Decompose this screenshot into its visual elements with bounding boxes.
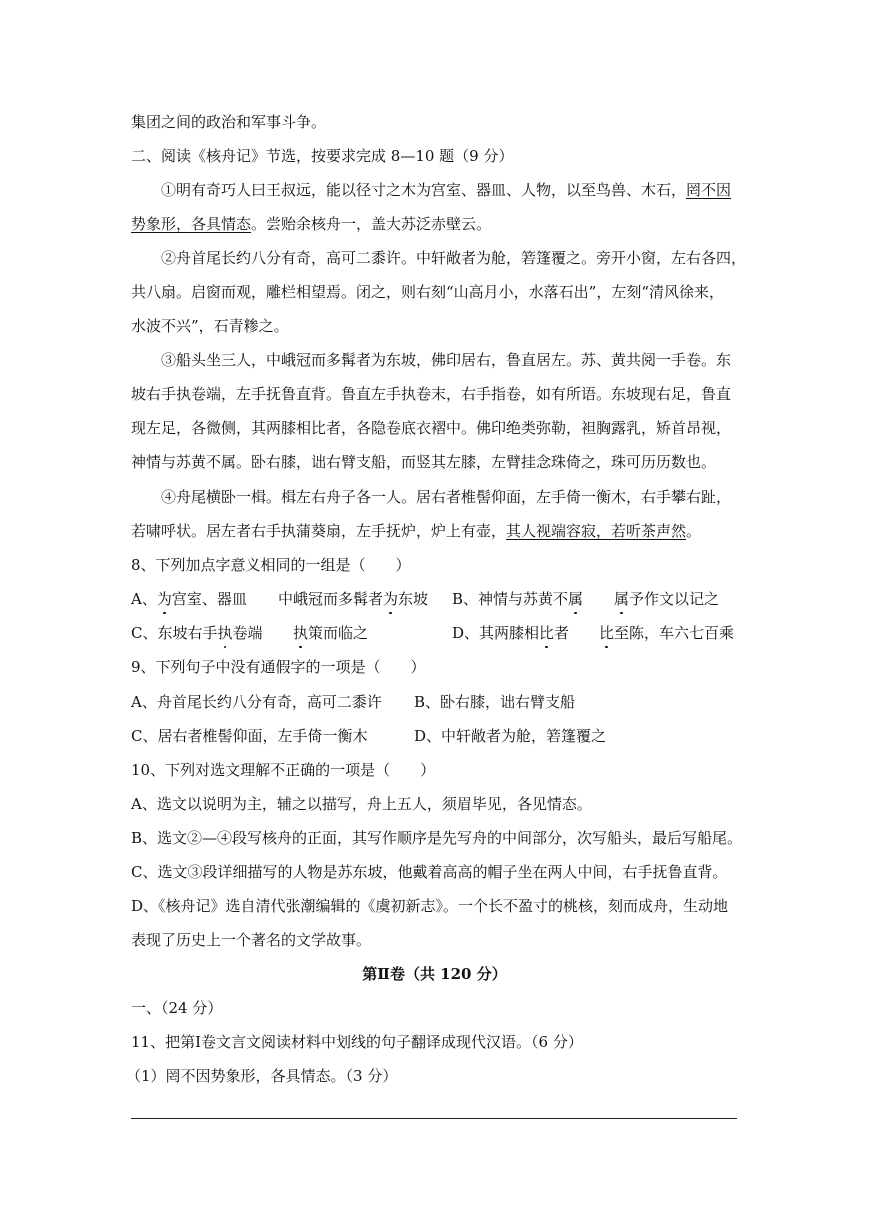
- dotted-char: 为: [383, 590, 399, 608]
- question-11-sub-1: （1）罔不因势象形，各具情态。（3 分）: [126, 1067, 398, 1085]
- text-span: 。: [686, 522, 702, 540]
- section-heading: 二、阅读《核舟记》节选，按要求完成 8—10 题（9 分）: [131, 147, 514, 165]
- q10-option-d-cont: 表现了历史上一个著名的文学故事。: [131, 931, 372, 949]
- q8-option-d: [452, 623, 569, 643]
- text-span: 东坡: [398, 590, 429, 608]
- text-span: 若啸呼状。居左者右手执蒲葵扇，左手抚炉，炉上有壶，: [131, 522, 507, 540]
- text-line: 集团之间的政治和军事斗争。: [131, 113, 327, 131]
- q8-option-c-pair: [293, 623, 368, 643]
- text-span: 予作文以记之: [629, 590, 720, 608]
- paragraph-3-line: 坡右手执卷端，左手抚鲁直背。鲁直左手执卷末，右手指卷，如有所语。东坡现右足，鲁直: [131, 385, 732, 403]
- paragraph-2-line: ②舟首尾长约八分有奇，高可二黍许。中轩敞者为舱，箬篷覆之。旁开小窗，左右各四，: [161, 249, 747, 267]
- q9-option-b: B、卧右膝，诎右臂支船: [414, 693, 576, 711]
- paragraph-1-line: [131, 214, 491, 234]
- option-letter: A、: [131, 590, 157, 608]
- q10-option-d: D、《核舟记》选自清代张潮编辑的《虞初新志》。一个长不盈寸的桃核，刻而成舟，生动地: [131, 897, 729, 915]
- paragraph-3-line: ③船头坐三人，中峨冠而多髯者为东坡，佛印居右，鲁直居左。苏、黄共阅一手卷。东: [161, 351, 732, 369]
- question-10-stem: 10、下列对选文理解不正确的一项是（ ）: [131, 761, 436, 779]
- dotted-char: 属: [568, 590, 584, 608]
- text-span: 宫室、器皿: [171, 590, 247, 608]
- text-span: 中峨冠而多髯者: [278, 590, 384, 608]
- text-span: 卷端: [232, 624, 263, 642]
- q8-option-c: [131, 623, 263, 643]
- paragraph-4-line: [131, 521, 701, 541]
- text-span: 。尝贻余核舟一，盖大苏泛赤壁云。: [251, 215, 492, 233]
- q8-option-a: [131, 589, 247, 609]
- part-2-section-heading: 一、（24 分）: [131, 999, 223, 1017]
- text-span: B、神情与苏黄不: [452, 590, 569, 608]
- question-11-stem: 11、把第Ⅰ卷文言文阅读材料中划线的句子翻译成现代汉语。（6 分）: [131, 1033, 583, 1051]
- dotted-char: 为: [156, 590, 172, 608]
- text-span: D、其两膝相: [452, 624, 540, 642]
- underlined-sentence: 罔不因: [686, 181, 732, 199]
- paragraph-3-line: 现左足，各微侧，其两膝相比者，各隐卷底衣褶中。佛印绝类弥勒，袒胸露乳，矫首昂视，: [131, 419, 732, 437]
- q8-option-b: [452, 589, 583, 609]
- question-8-stem: 8、下列加点字意义相同的一组是（ ）: [131, 556, 411, 574]
- q9-option-a: A、舟首尾长约八分有奇，高可二黍许: [131, 693, 382, 711]
- text-span: 者: [554, 624, 570, 642]
- q8-option-d-pair: [599, 623, 734, 643]
- paragraph-2-line: 水波不兴”，石青糁之。: [131, 317, 289, 335]
- dotted-char: 比: [539, 624, 555, 642]
- q10-option-b: B、选文②—④段写核舟的正面，其写作顺序是先写舟的中间部分，次写船头，最后写船尾。: [131, 829, 743, 847]
- text-span: ①明有奇巧人曰王叔远，能以径寸之木为宫室、器皿、人物，以至鸟兽、木石，: [161, 181, 687, 199]
- paragraph-4-line: ④舟尾横卧一楫。楫左右舟子各一人。居右者椎髻仰面，左手倚一衡木，右手攀右趾，: [161, 488, 732, 506]
- dotted-char: 执: [217, 624, 233, 642]
- paragraph-1-line: [161, 180, 731, 200]
- q8-option-b-pair: [614, 589, 719, 609]
- text-span: 策而临之: [308, 624, 369, 642]
- dotted-char: 比: [599, 624, 615, 642]
- question-9-stem: 9、下列句子中没有通假字的一项是（ ）: [131, 658, 426, 676]
- dotted-char: 属: [614, 590, 630, 608]
- part-2-title: 第Ⅱ卷（共 120 分）: [362, 965, 507, 983]
- paragraph-3-line: 神情与苏黄不属。卧右膝，诎右臂支船，而竖其左膝，左臂挂念珠倚之，珠可历历数也。: [131, 453, 717, 471]
- dotted-char: 执: [293, 624, 309, 642]
- paragraph-2-line: 共八扇。启窗而观，雕栏相望焉。闭之，则右刻“山高月小，水落石出”，左刻“清风徐来，: [131, 283, 725, 301]
- q10-option-a: A、选文以说明为主，辅之以描写，舟上五人，须眉毕见，各见情态。: [131, 795, 592, 813]
- text-span: C、东坡右手: [131, 624, 218, 642]
- q8-option-a-pair: [278, 589, 428, 609]
- q10-option-c: C、选文③段详细描写的人物是苏东坡，他戴着高高的帽子坐在两人中间，右手抚鲁直背。: [131, 863, 728, 881]
- underlined-sentence: 其人视端容寂，若听茶声然: [506, 522, 687, 540]
- underlined-sentence: 势象形，各具情态: [131, 215, 252, 233]
- q9-option-d: D、中轩敞者为舱，箬篷覆之: [414, 727, 607, 745]
- text-span: 至陈，车六七百乘: [614, 624, 735, 642]
- answer-line[interactable]: [131, 1118, 737, 1119]
- q9-option-c: C、居右者椎髻仰面，左手倚一衡木: [131, 727, 368, 745]
